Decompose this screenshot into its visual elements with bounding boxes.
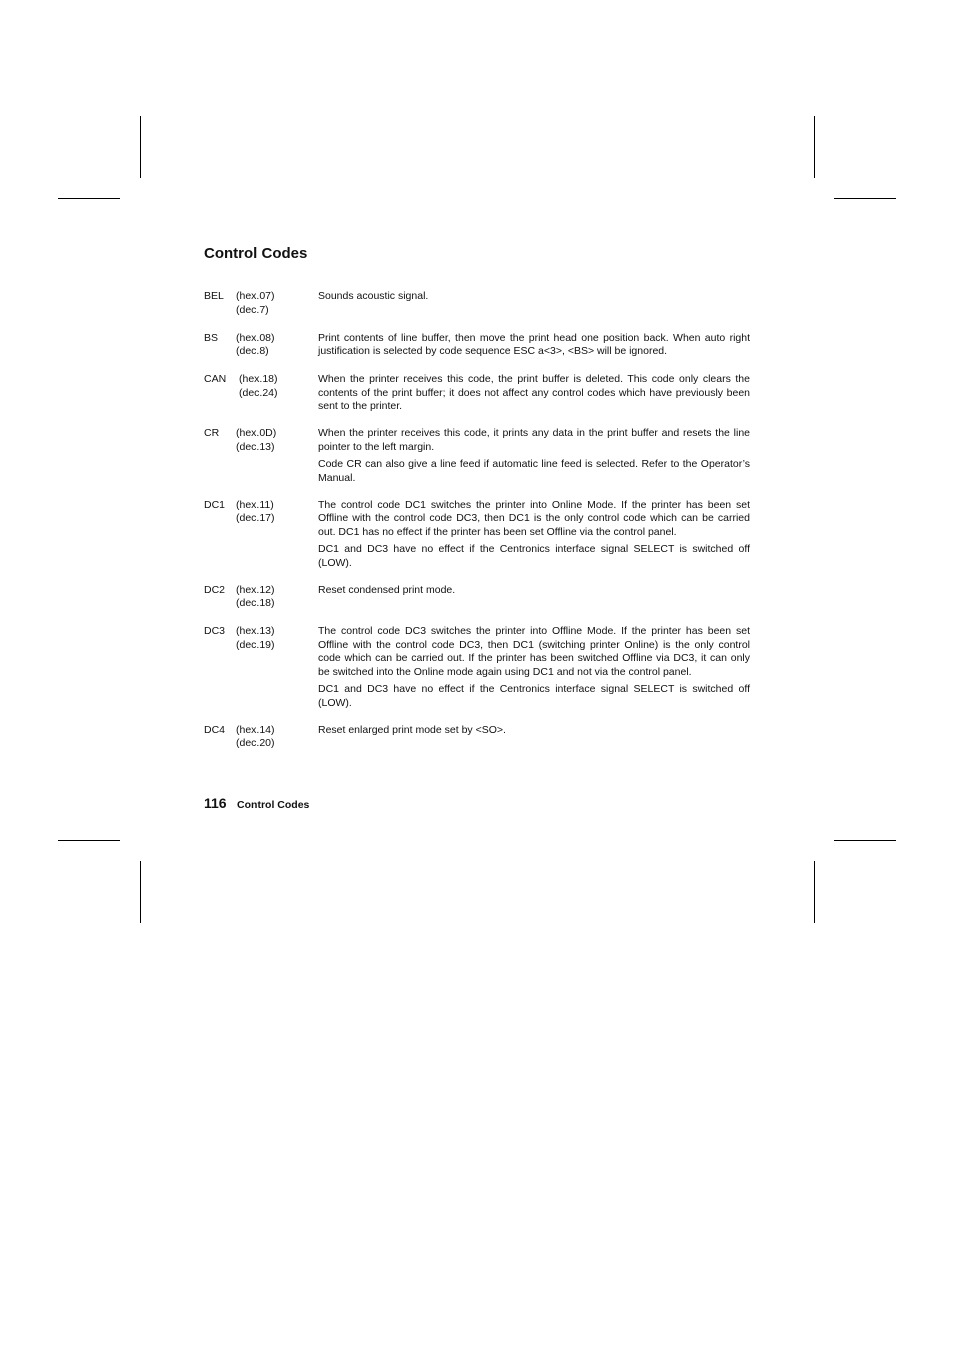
page-footer	[204, 795, 309, 813]
code-description	[318, 499, 750, 570]
code-values	[236, 724, 275, 751]
code-name: DC1	[204, 498, 226, 511]
code-description	[318, 625, 750, 710]
dec-value: (dec.18)	[236, 597, 275, 610]
control-code-entry-bs	[204, 332, 750, 360]
page-number: 116	[204, 795, 227, 811]
code-name: DC4	[204, 723, 226, 736]
hex-value: (hex.12)	[236, 583, 275, 596]
description-paragraph: Code CR can also give a line feed if automatic line feed is selected. Refer to the Operator’s Manual.	[318, 457, 750, 484]
code-values	[236, 427, 276, 454]
control-code-entry-dc3	[204, 625, 750, 710]
code-description	[318, 724, 750, 738]
code-values	[236, 290, 275, 317]
description-paragraph: Reset condensed print mode.	[318, 583, 456, 596]
hex-value: (hex.13)	[236, 625, 275, 638]
control-code-entry-dc4	[204, 724, 750, 752]
description-paragraph: When the printer receives this code, the print buffer is deleted. This code only clears the contents of the print buffer; it does not affect any control codes which have previously been sent to the printer.	[318, 373, 750, 413]
hex-value: (hex.08)	[236, 331, 275, 344]
dec-value: (dec.20)	[236, 737, 275, 750]
code-values	[236, 625, 275, 652]
code-description	[318, 584, 750, 598]
dec-value: (dec.19)	[236, 638, 275, 651]
control-code-entry-dc2	[204, 584, 750, 612]
description-paragraph: DC1 and DC3 have no effect if the Centronics interface signal SELECT is switched off (LOW).	[318, 683, 750, 709]
code-name: CR	[204, 427, 220, 440]
hex-value: (hex.14)	[236, 723, 275, 736]
code-name: BEL	[204, 290, 224, 302]
code-values	[236, 584, 275, 611]
crop-mark-bottom-left-horizontal	[58, 840, 120, 841]
code-name: DC2	[204, 583, 226, 596]
footer-section-label: Control Codes	[237, 799, 310, 811]
control-code-entry-bel	[204, 290, 750, 318]
hex-value: (hex.07)	[236, 290, 275, 302]
crop-mark-top-right-vertical	[814, 116, 815, 178]
page-title: Control Codes	[204, 245, 308, 262]
hex-value: (hex.11)	[236, 498, 274, 511]
hex-value: (hex.0D)	[236, 427, 277, 440]
code-values	[236, 332, 275, 359]
code-description	[318, 290, 750, 304]
code-description	[318, 427, 750, 485]
code-name: DC3	[204, 625, 226, 638]
control-code-list	[204, 290, 750, 765]
control-code-entry-dc1	[204, 499, 750, 570]
description-paragraph: Reset enlarged print mode set by <SO>.	[318, 723, 506, 736]
control-code-entry-cr	[204, 427, 750, 485]
description-paragraph: Print contents of line buffer, then move the print head one position back. When auto right justification is selected by code sequence ESC a<3>, <BS> will be ignored.	[318, 331, 750, 358]
crop-mark-top-right-horizontal	[834, 198, 896, 199]
dec-value: (dec.17)	[236, 512, 275, 525]
dec-value: (dec.8)	[236, 345, 269, 358]
description-paragraph: The control code DC3 switches the printer into Offline Mode. If the printer has been set Offline with the control code DC3, then DC1 (switching printer Online) is the only control code which can be carried out. If the printer has been switched Offline via DC3, it can only be switched into the Online mode again using DC1 and not via the control panel.	[318, 625, 750, 678]
crop-mark-top-left-horizontal	[58, 198, 120, 199]
description-paragraph: DC1 and DC3 have no effect if the Centronics interface signal SELECT is switched off (LOW).	[318, 542, 750, 569]
description-paragraph: Sounds acoustic signal.	[318, 290, 429, 302]
dec-value: (dec.7)	[236, 303, 269, 316]
dec-value: (dec.13)	[236, 440, 275, 453]
code-name: BS	[204, 331, 219, 344]
code-description	[318, 332, 750, 359]
description-paragraph: When the printer receives this code, it prints any data in the print buffer and resets the line pointer to the left margin.	[318, 427, 750, 453]
crop-mark-bottom-right-horizontal	[834, 840, 896, 841]
hex-value: (hex.18)	[239, 373, 278, 385]
code-values	[236, 499, 275, 526]
crop-mark-top-left-vertical	[140, 116, 141, 178]
description-paragraph: The control code DC1 switches the printer into Online Mode. If the printer has been set Offline with the control code DC3, then DC1 is the only control code which can be carried out. DC1 has no effect if the printer has been set Offline via the control panel.	[318, 498, 750, 538]
crop-mark-bottom-left-vertical	[140, 861, 141, 923]
control-code-entry-can	[204, 373, 750, 414]
code-description	[318, 373, 750, 414]
code-values	[239, 373, 278, 400]
crop-mark-bottom-right-vertical	[814, 861, 815, 923]
code-name: CAN	[204, 373, 227, 385]
dec-value: (dec.24)	[239, 386, 278, 399]
